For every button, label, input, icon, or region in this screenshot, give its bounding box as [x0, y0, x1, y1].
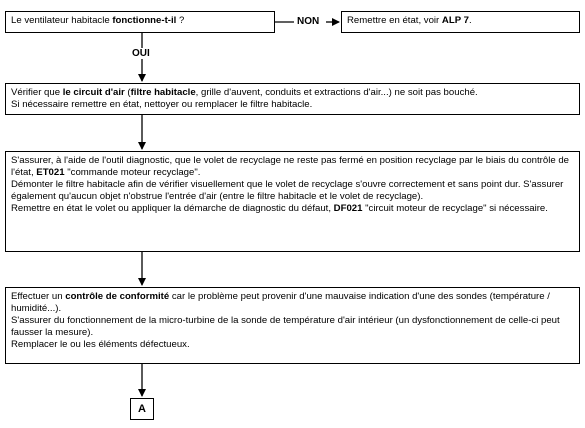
question-box	[5, 11, 275, 33]
no-action-text-1: Remettre en état, voir	[347, 15, 442, 26]
step1-text-a: Vérifier que	[11, 87, 63, 98]
no-action-box	[341, 11, 580, 33]
question-text-2: fonctionne-t-il	[112, 15, 177, 26]
yes-label: OUI	[132, 48, 150, 59]
step3-para3: Remplacer le ou les éléments défectueux.	[11, 339, 190, 350]
step2-text-3b: DF021	[333, 203, 363, 214]
no-action-text-3: .	[468, 15, 472, 26]
no-action-text-2: ALP 7	[441, 15, 469, 26]
step3-para2: S'assurer du fonctionnement de la micro-turbine de la sonde de température d'air intérieur (un dysfonctionnement de celle-ci peut fausser la mesure).	[11, 315, 560, 338]
step2-text-1b: ET021	[36, 167, 65, 178]
step3-box	[5, 287, 580, 364]
step3-text-1a: Effectuer un	[11, 291, 66, 302]
step2-text-3c: "circuit moteur de recyclage" si nécessaire.	[362, 203, 548, 214]
step3-para1	[11, 291, 574, 315]
step1-box	[5, 83, 580, 115]
step1-line1	[11, 87, 574, 99]
connector-a: A	[130, 398, 154, 420]
step2-para2: Démonter le filtre habitacle afin de vérifier visuellement que le volet de recyclage s'ouvre correctement et sans point dur. S'assurer également qu'aucun objet n'obstrue l'entrée d'air (entre le filtre habitacle et le volet de recyclage).	[11, 179, 564, 202]
step1-text-d: filtre habitacle	[130, 87, 196, 98]
step1-text-e: , grille d'auvent, conduits et extractions d'air...) ne soit pas bouché.	[195, 87, 478, 98]
step2-text-1c: "commande moteur recyclage".	[64, 167, 201, 178]
step2-text-3a: Remettre en état le volet ou appliquer la démarche de diagnostic du défaut,	[11, 203, 334, 214]
step2-para3	[11, 203, 574, 215]
step3-text-1c: car le problème peut provenir d'une mauvaise indication d'une des sondes (température / humidité...).	[11, 291, 550, 314]
step2-para1	[11, 155, 574, 179]
step1-text-c: (	[124, 87, 131, 98]
step1-line2: Si nécessaire remettre en état, nettoyer ou remplacer le filtre habitacle.	[11, 99, 313, 110]
no-label: NON	[297, 16, 320, 27]
step2-text-1a: S'assurer, à l'aide de l'outil diagnostic, que le volet de recyclage ne reste pas fermé en position recyclage par le biais du contrôle de l'état,	[11, 155, 569, 178]
question-text-1: Le ventilateur habitacle	[11, 15, 113, 26]
question-text-3: ?	[176, 15, 185, 26]
step3-text-1b: contrôle de conformité	[65, 291, 170, 302]
step1-text-b: le circuit d'air	[62, 87, 125, 98]
step2-box	[5, 151, 580, 252]
